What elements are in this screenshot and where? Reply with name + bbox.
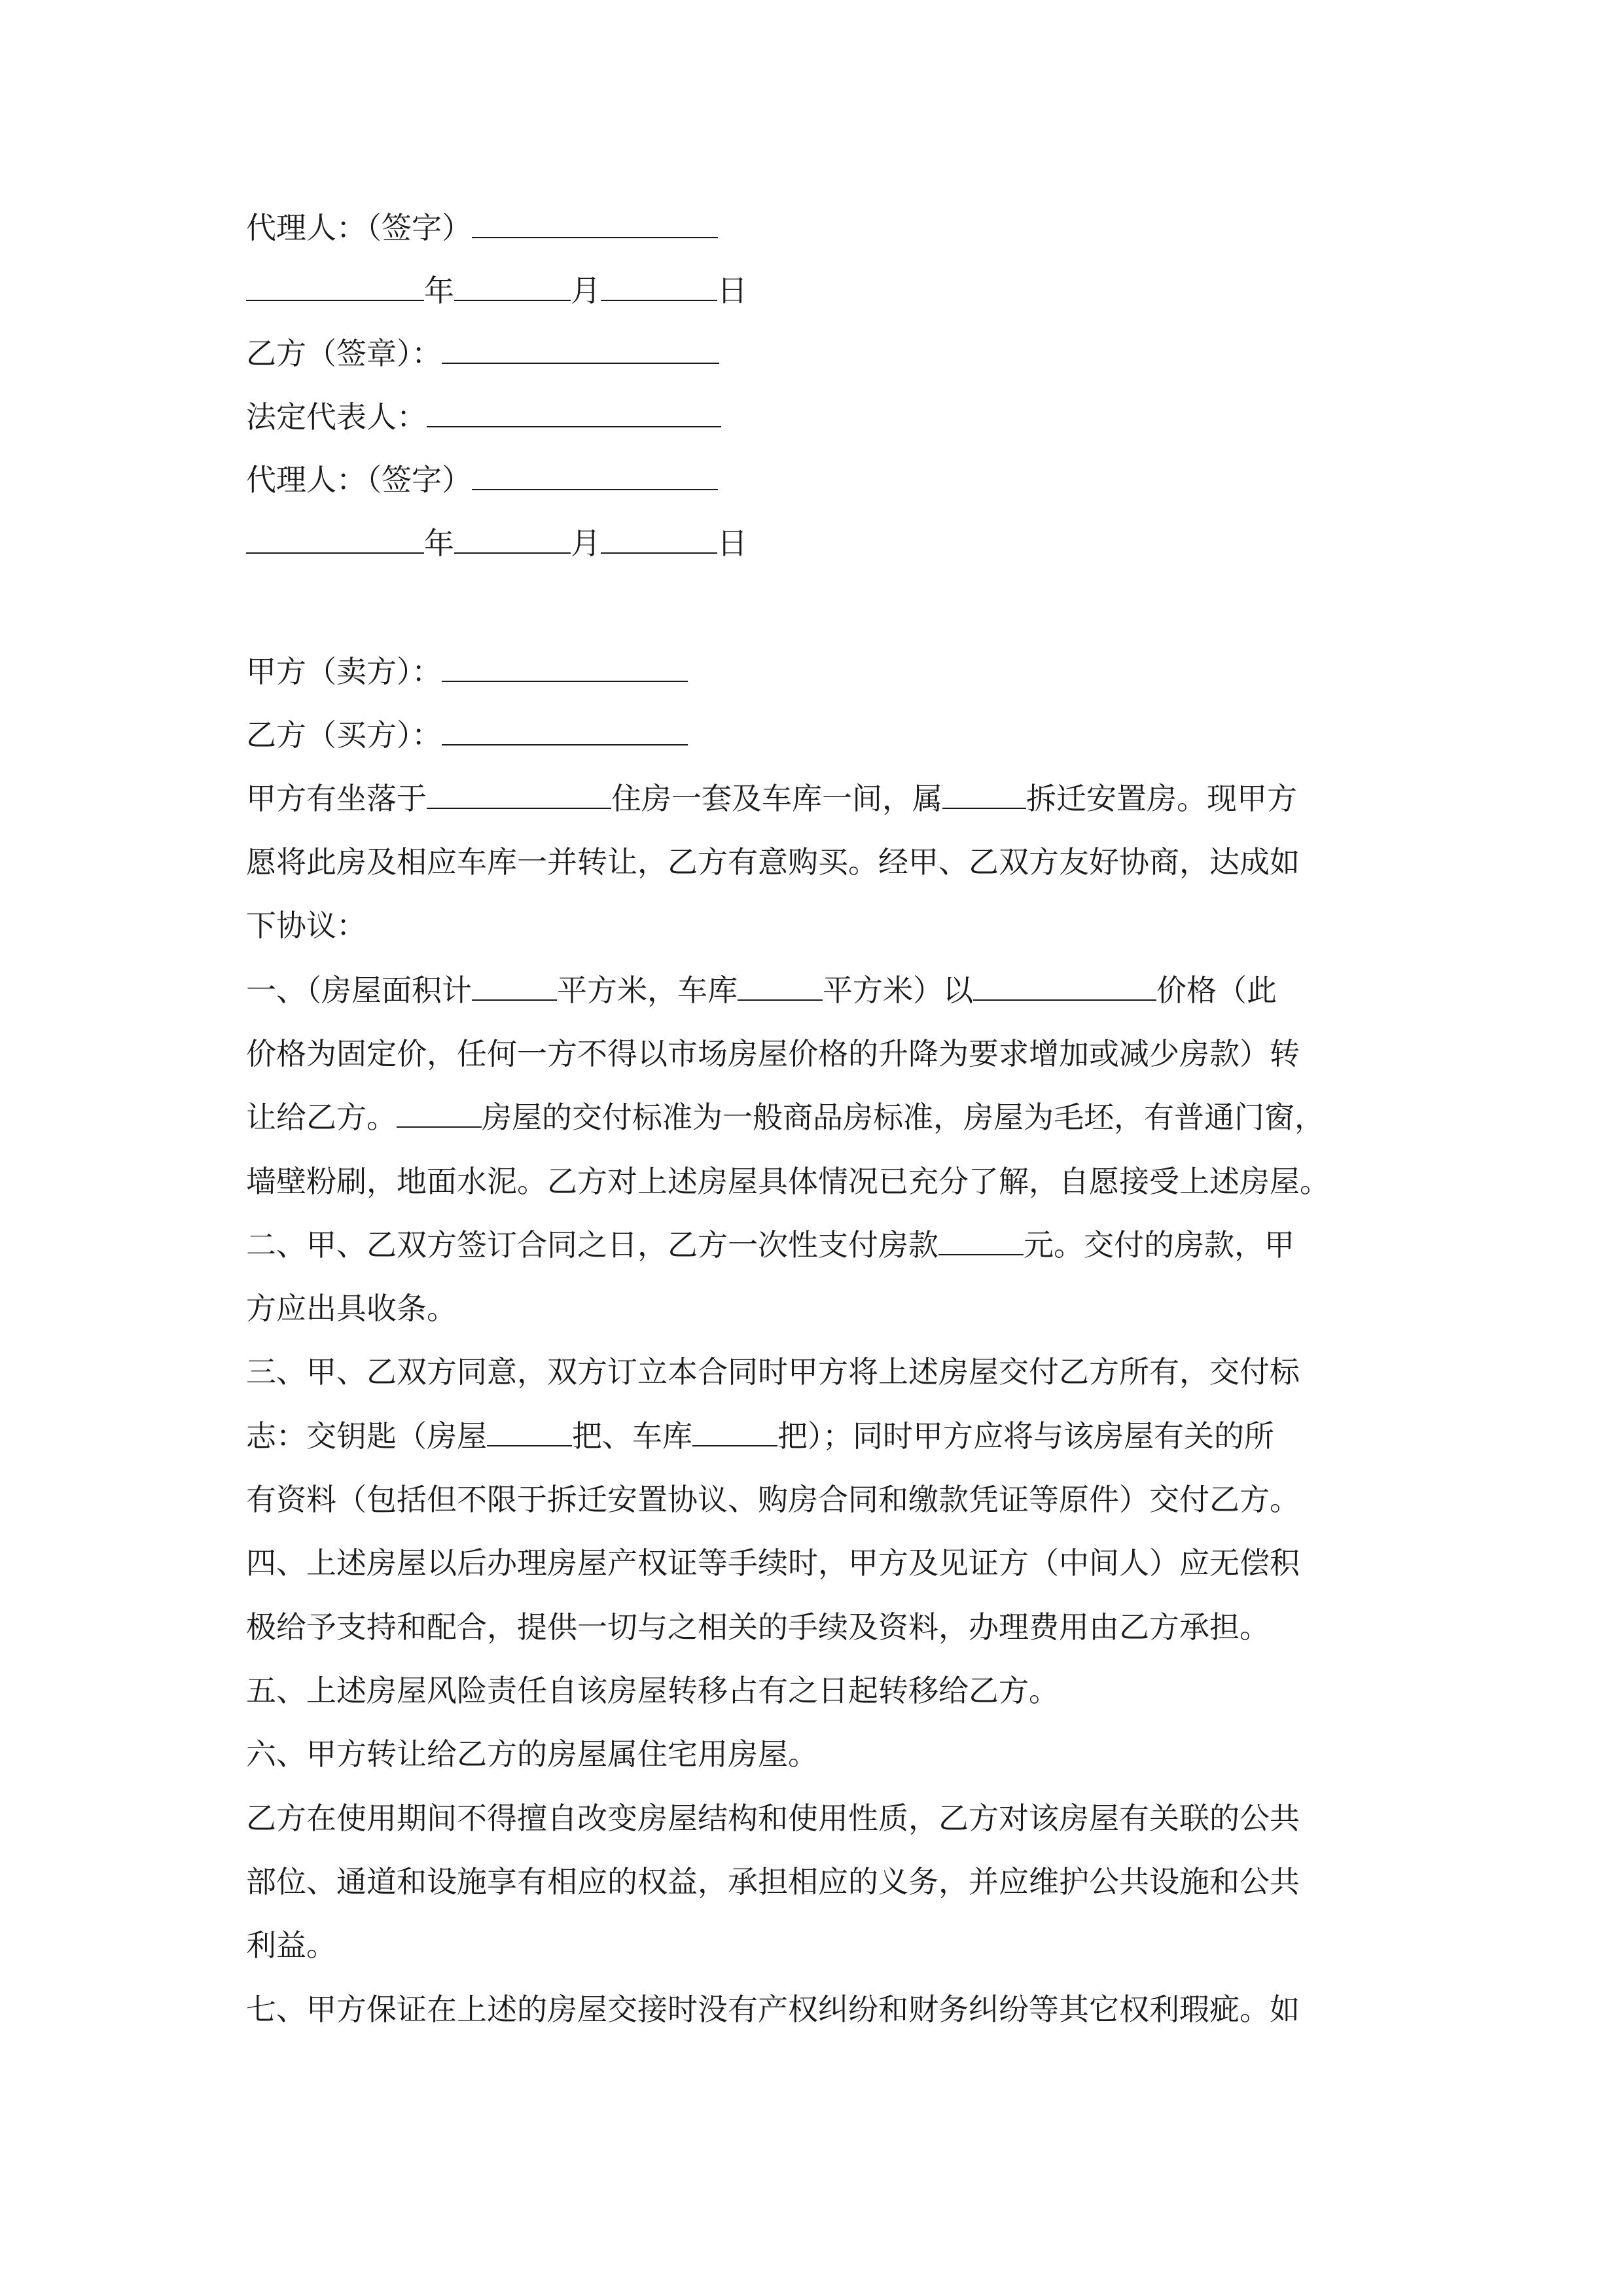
clause4-line-2: 极给予支持和配合，提供一切与之相关的手续及资料，办理费用由乙方承担。	[246, 1609, 1270, 1645]
day-label-2: 日	[717, 526, 747, 561]
clause3-text-c: 把）；同时甲方应将与该房屋有关的所	[777, 1418, 1274, 1454]
delivery-standard-blank[interactable]	[397, 1098, 482, 1128]
clause6-line-1: 六、甲方转让给乙方的房屋属住宅用房屋。	[246, 1736, 818, 1772]
party-b-seal-line	[246, 334, 1377, 373]
house-area-blank[interactable]	[472, 971, 557, 1001]
clause2-line-2: 方应出具收条。	[246, 1291, 457, 1326]
clause2-text-b: 元。交付的房款，甲	[1024, 1227, 1294, 1263]
clause3-line-3: 有资料（包括但不限于拆迁安置协议、购房合同和缴款凭证等原件）交付乙方。	[246, 1482, 1300, 1517]
clause1-text-f: 房屋的交付标准为一般商品房标准，房屋为毛坯，有普通门窗，	[482, 1100, 1325, 1135]
clause3-text-b: 把、车库	[572, 1418, 692, 1454]
month-blank-2[interactable]	[454, 524, 571, 554]
clause1-line-2: 价格为固定价，任何一方不得以市场房屋价格的升降为要求增加或减少房款）转	[246, 1036, 1300, 1071]
date-line	[246, 271, 1377, 310]
agent-signature-line-2	[246, 460, 1377, 499]
day-blank[interactable]	[601, 271, 717, 301]
clause3-line-1: 三、甲、乙双方同意，双方订立本合同时甲方将上述房屋交付乙方所有，交付标	[246, 1354, 1300, 1390]
clause1-line-4: 墙壁粉刷，地面水泥。乙方对上述房屋具体情况已充分了解，自愿接受上述房屋。	[246, 1164, 1330, 1199]
party-b-seal-label: 乙方（签章）：	[246, 336, 442, 371]
clause7-line-1: 七、甲方保证在上述的房屋交接时没有产权纠纷和财务纠纷等其它权利瑕疵。如	[246, 1992, 1300, 2027]
price-blank[interactable]	[973, 971, 1156, 1001]
year-label-2: 年	[424, 526, 454, 561]
buyer-label: 乙方（买方）：	[246, 717, 442, 753]
clause1-line-1	[246, 971, 1377, 1010]
house-keys-blank[interactable]	[487, 1416, 572, 1446]
agent-signature-line	[246, 208, 1377, 247]
year-blank[interactable]	[246, 271, 424, 301]
relocation-type-blank[interactable]	[942, 779, 1026, 809]
clause6-line-4: 利益。	[246, 1928, 336, 1963]
month-blank[interactable]	[454, 271, 571, 301]
month-label: 月	[571, 273, 601, 308]
clause6-line-2: 乙方在使用期间不得擅自改变房屋结构和使用性质，乙方对该房屋有关联的公共	[246, 1801, 1300, 1836]
day-label: 日	[717, 273, 747, 308]
legal-rep-blank[interactable]	[427, 397, 721, 427]
clause1-text-b: 平方米，车库	[557, 973, 738, 1008]
seller-line	[246, 652, 1377, 691]
clause2-line-1	[246, 1225, 1377, 1265]
buyer-blank[interactable]	[442, 715, 688, 745]
clause1-text-d: 价格（此	[1156, 973, 1277, 1008]
garage-area-blank[interactable]	[738, 971, 823, 1001]
intro-text-b: 住房一套及车库一间，属	[611, 781, 942, 816]
intro-line-1	[246, 779, 1377, 818]
seller-blank[interactable]	[442, 652, 688, 682]
clause4-line-1: 四、上述房屋以后办理房屋产权证等手续时，甲方及见证方（中间人）应无偿积	[246, 1545, 1300, 1581]
intro-text-c: 拆迁安置房。现甲方	[1026, 781, 1297, 816]
date-line-2	[246, 524, 1377, 563]
location-blank[interactable]	[427, 779, 611, 809]
garage-keys-blank[interactable]	[692, 1416, 777, 1446]
legal-rep-label: 法定代表人：	[246, 399, 427, 435]
day-blank-2[interactable]	[601, 524, 717, 554]
month-label-2: 月	[571, 526, 601, 561]
clause1-text-a: 一、（房屋面积计	[246, 973, 472, 1008]
payment-amount-blank[interactable]	[938, 1225, 1024, 1255]
clause5-line: 五、上述房屋风险责任自该房屋转移占有之日起转移给乙方。	[246, 1673, 1059, 1708]
clause3-line-2	[246, 1416, 1377, 1456]
intro-text-a: 甲方有坐落于	[246, 781, 427, 816]
agent-signature-label-2: 代理人：（签字）	[246, 462, 472, 497]
clause1-text-e: 让给乙方。	[246, 1100, 397, 1135]
seller-label: 甲方（卖方）：	[246, 654, 442, 689]
legal-rep-line	[246, 397, 1377, 437]
year-blank-2[interactable]	[246, 524, 424, 554]
party-b-seal-blank[interactable]	[442, 334, 719, 364]
buyer-line	[246, 715, 1377, 755]
clause6-line-3: 部位、通道和设施享有相应的权益，承担相应的义务，并应维护公共设施和公共	[246, 1864, 1300, 1899]
clause3-text-a: 志：交钥匙（房屋	[246, 1418, 487, 1454]
agent-signature-blank[interactable]	[472, 208, 718, 238]
agent-signature-blank-2[interactable]	[472, 460, 718, 490]
intro-line-3: 下协议：	[246, 908, 366, 943]
clause2-text-a: 二、甲、乙双方签订合同之日，乙方一次性支付房款	[246, 1227, 938, 1263]
intro-line-2: 愿将此房及相应车库一并转让，乙方有意购买。经甲、乙双方友好协商，达成如	[246, 844, 1300, 880]
clause1-line-3	[246, 1098, 1377, 1137]
agent-signature-label: 代理人：（签字）	[246, 210, 472, 245]
clause1-text-c: 平方米）以	[823, 973, 973, 1008]
year-label: 年	[424, 273, 454, 308]
